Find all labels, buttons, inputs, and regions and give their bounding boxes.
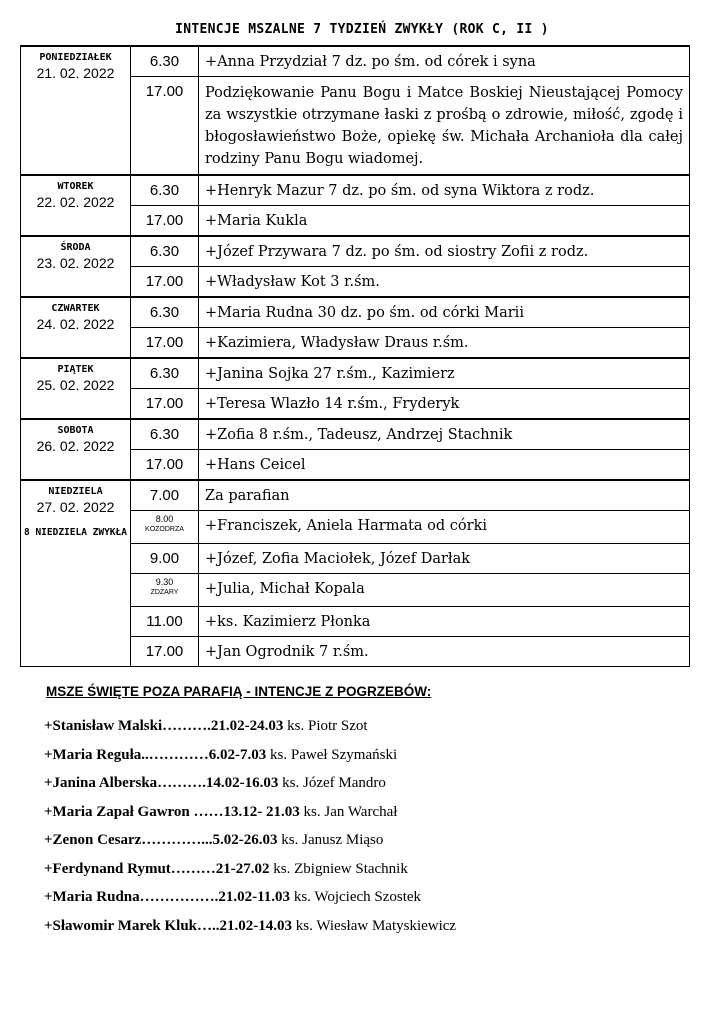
day-cell <box>21 236 131 297</box>
page-title: INTENCJE MSZALNE 7 TYDZIEŃ ZWYKŁY (ROK C, II ) <box>175 22 549 37</box>
day-cell <box>21 297 131 358</box>
mass-time-cell: 17.00 <box>131 450 199 481</box>
burial-priest: ks. Piotr Szot <box>283 718 368 734</box>
mass-time-cell: 17.00 <box>131 267 199 298</box>
day-cell <box>21 480 131 667</box>
day-cell <box>21 46 131 175</box>
mass-time: 9.30 <box>155 577 174 587</box>
schedule-body <box>21 46 690 667</box>
burial-name-dates: +Stanisław Malski……….21.02-24.03 <box>44 718 284 734</box>
mass-location-note: KOZODRZA <box>145 526 184 533</box>
mass-row <box>21 480 690 511</box>
burial-intention-item <box>44 855 684 884</box>
mass-time-cell: 17.00 <box>131 637 199 667</box>
mass-time-cell: 6.30 <box>131 297 199 328</box>
mass-intention: +Teresa Wlazło 14 r.śm., Fryderyk <box>199 389 690 420</box>
day-name: CZWARTEK <box>51 303 100 314</box>
mass-time-cell: 6.30 <box>131 419 199 450</box>
burial-name-dates: +Ferdynand Rymut………21-27.02 <box>44 860 270 877</box>
day-cell <box>21 358 131 419</box>
burial-intention-item <box>44 798 684 827</box>
mass-row <box>21 419 690 450</box>
mass-time-cell: 17.00 <box>131 389 199 420</box>
mass-intention: +Jan Ogrodnik 7 r.śm. <box>199 637 690 667</box>
day-date: 26. 02. 2022 <box>36 438 115 454</box>
mass-schedule-table <box>20 45 690 667</box>
mass-time: 8.00 <box>155 514 174 524</box>
burial-intention-item <box>44 741 684 770</box>
burial-priest: ks. Józef Mandro <box>278 775 386 791</box>
mass-time-cell: 6.30 <box>131 236 199 267</box>
day-date: 24. 02. 2022 <box>36 316 115 332</box>
day-date: 25. 02. 2022 <box>36 377 115 393</box>
mass-time-cell: 6.30 <box>131 46 199 77</box>
mass-intention: +Henryk Mazur 7 dz. po śm. od syna Wiktora z rodz. <box>199 175 690 206</box>
burial-priest: ks. Paweł Szymański <box>266 746 398 763</box>
day-name: WTOREK <box>57 181 94 192</box>
mass-intention: +Janina Sojka 27 r.śm., Kazimierz <box>199 358 690 389</box>
mass-time-cell <box>131 574 199 607</box>
burials-section-title: MSZE ŚWIĘTE POZA PARAFIĄ - INTENCJE Z POGRZEBÓW: <box>46 684 432 699</box>
mass-intention: Za parafian <box>199 480 690 511</box>
day-date: 21. 02. 2022 <box>36 65 115 81</box>
burial-priest: ks. Wiesław Matyskiewicz <box>292 917 457 934</box>
burial-priest: ks. Wojciech Szostek <box>290 889 422 905</box>
burial-priest: ks. Janusz Miąso <box>277 832 384 848</box>
mass-intention: +Julia, Michał Kopala <box>199 574 690 607</box>
mass-time-cell: 6.30 <box>131 175 199 206</box>
burial-name-dates: +Janina Alberska……….14.02-16.03 <box>44 775 279 791</box>
day-cell <box>21 175 131 236</box>
day-name: PIĄTEK <box>57 364 94 375</box>
day-date: 23. 02. 2022 <box>36 255 115 271</box>
burial-priest: ks. Zbigniew Stachnik <box>269 860 408 877</box>
mass-intention: +ks. Kazimierz Płonka <box>199 607 690 637</box>
mass-row <box>21 236 690 267</box>
burial-name-dates: +Maria Rudna…………….21.02-11.03 <box>44 889 291 905</box>
day-name: SOBOTA <box>57 425 94 436</box>
day-date: 27. 02. 2022 <box>36 499 115 515</box>
burial-intention-item <box>44 826 684 855</box>
mass-time-cell: 17.00 <box>131 206 199 237</box>
mass-time-cell: 11.00 <box>131 607 199 637</box>
mass-row <box>21 297 690 328</box>
day-date: 22. 02. 2022 <box>36 194 115 210</box>
mass-intention: +Zofia 8 r.śm., Tadeusz, Andrzej Stachnik <box>199 419 690 450</box>
burial-intention-item <box>44 712 684 741</box>
mass-intention: +Józef, Zofia Maciołek, Józef Darłak <box>199 544 690 574</box>
mass-time-cell: 6.30 <box>131 358 199 389</box>
burials-list <box>44 712 684 940</box>
mass-location-note: ZDŻARY <box>150 589 179 596</box>
burial-name-dates: +Maria Zapał Gawron ……13.12- 21.03 <box>44 803 300 820</box>
mass-time-cell <box>131 511 199 544</box>
mass-time-cell: 17.00 <box>131 77 199 176</box>
mass-intention: +Maria Rudna 30 dz. po śm. od córki Marii <box>199 297 690 328</box>
burial-intention-item <box>44 883 684 912</box>
mass-intention: +Franciszek, Aniela Harmata od córki <box>199 511 690 544</box>
day-name: NIEDZIELA <box>48 486 103 497</box>
burial-intention-item <box>44 912 684 941</box>
mass-intention: +Kazimiera, Władysław Draus r.śm. <box>199 328 690 359</box>
burial-name-dates: +Zenon Cesarz…………...5.02-26.03 <box>44 832 278 848</box>
day-name: ŚRODA <box>60 242 91 253</box>
mass-row <box>21 46 690 77</box>
mass-row <box>21 358 690 389</box>
burial-intention-item <box>44 769 684 798</box>
mass-time-cell: 7.00 <box>131 480 199 511</box>
day-name: PONIEDZIAŁEK <box>39 52 112 63</box>
mass-intention: +Hans Ceicel <box>199 450 690 481</box>
mass-intention: +Anna Przydział 7 dz. po śm. od córek i syna <box>199 46 690 77</box>
mass-row <box>21 175 690 206</box>
burial-priest: ks. Jan Warchał <box>299 803 398 820</box>
mass-intention: +Maria Kukla <box>199 206 690 237</box>
mass-intention: +Józef Przywara 7 dz. po śm. od siostry Zofii z rodz. <box>199 236 690 267</box>
mass-time-cell: 17.00 <box>131 328 199 359</box>
mass-intention: +Władysław Kot 3 r.śm. <box>199 267 690 298</box>
day-cell <box>21 419 131 480</box>
burial-name-dates: +Maria Reguła..…………6.02-7.03 <box>44 746 267 763</box>
mass-time-cell: 9.00 <box>131 544 199 574</box>
mass-intention: Podziękowanie Panu Bogu i Matce Boskiej Nieustającej Pomocy za wszystkie otrzymane łaski z prośbą o zdrowie, miłość, zgodę i błogosławieństwo Boże, opiekę św. Michała Archanioła dla całej rodziny Panu Bogu wiadomej. <box>199 77 690 176</box>
burial-name-dates: +Sławomir Marek Kluk…..21.02-14.03 <box>44 917 292 934</box>
day-extra-label: 8 NIEDZIELA ZWYKŁA <box>24 527 127 538</box>
